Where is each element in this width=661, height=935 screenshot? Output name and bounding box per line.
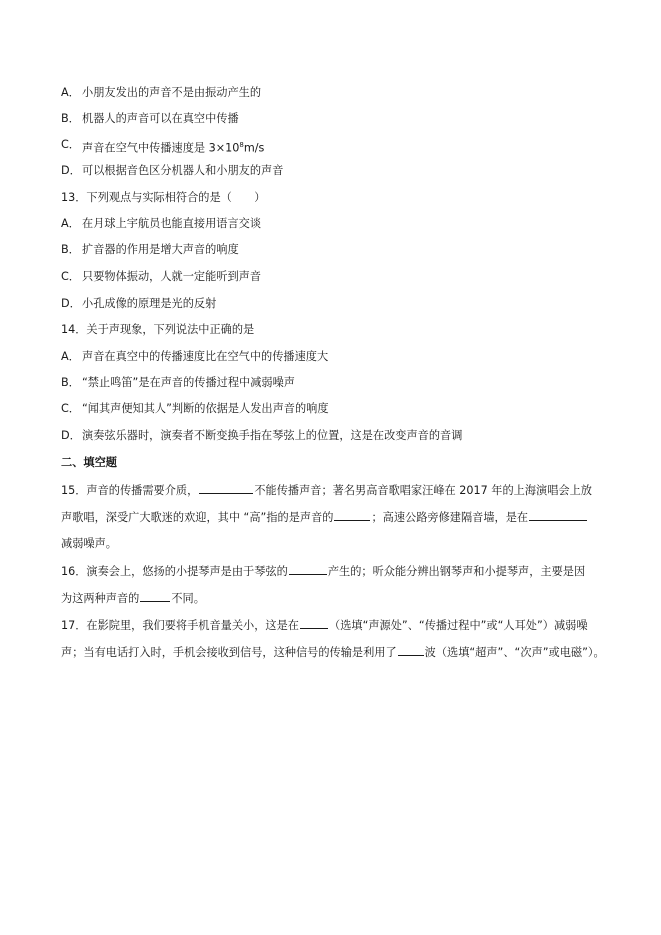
option-letter: C．: [61, 402, 80, 415]
q16-text: 不同。: [171, 592, 205, 605]
q15-line-1: [61, 482, 606, 499]
q16-text: 为这两种声音的: [61, 592, 140, 605]
option-text: 声音在真空中的传播速度比在空气中的传播速度大: [82, 350, 329, 363]
q15-line-2: [61, 509, 606, 526]
q15-text: 15．声音的传播需要介质，: [61, 484, 199, 497]
answer-blank[interactable]: [398, 644, 424, 656]
q17-text: 17．在影院里，我们要将手机音量关小，这是在: [61, 619, 299, 632]
option-text: 小朋友发出的声音不是由振动产生的: [82, 86, 262, 99]
answer-blank[interactable]: [529, 509, 587, 521]
q15-text: ；高速公路旁修建隔音墙，是在: [371, 511, 529, 524]
q16-line-2: [61, 590, 606, 607]
option-text: 机器人的声音可以在真空中传播: [82, 112, 239, 125]
option-letter: D．: [61, 297, 81, 310]
option-letter: C．: [61, 270, 80, 283]
speed-text: 声音在空气中传播速度是 3×10: [82, 141, 240, 155]
q16-text: 16．演奏会上，悠扬的小提琴声是由于琴弦的: [61, 565, 288, 578]
option-letter: B．: [61, 243, 80, 256]
option-text: 小孔成像的原理是光的反射: [82, 297, 217, 310]
answer-blank[interactable]: [289, 563, 327, 575]
q17-text: 声；当有电话打入时，手机会接收到信号，这种信号的传输是利用了: [61, 646, 397, 659]
option-text: 只要物体振动，人就一定能听到声音: [82, 270, 262, 283]
answer-blank[interactable]: [334, 509, 370, 521]
answer-blank[interactable]: [140, 590, 170, 602]
q17-line-2: [61, 644, 606, 661]
answer-blank[interactable]: [300, 617, 328, 629]
option-text: “禁止鸣笛”是在声音的传播过程中减弱噪声: [82, 376, 295, 389]
q15-line-3: 减弱噪声。: [61, 537, 117, 550]
q16-text: 产生的；听众能分辨出钢琴声和小提琴声，主要是因: [327, 565, 586, 578]
option-text: 可以根据音色区分机器人和小朋友的声音: [82, 164, 284, 177]
option-letter: A．: [61, 217, 80, 230]
q13-stem: 13．下列观点与实际相符合的是（ ）: [61, 191, 266, 204]
speed-unit: m/s: [243, 141, 265, 155]
option-letter: A．: [61, 350, 80, 363]
option-text: 扩音器的作用是增大声音的响度: [82, 243, 239, 256]
option-text: “闻其声便知其人”判断的依据是人发出声音的响度: [82, 402, 329, 415]
option-letter: D．: [61, 429, 81, 442]
q14-stem: 14．关于声现象，下列说法中正确的是: [61, 323, 255, 336]
q15-text: 声歌唱，深受广大歌迷的欢迎，其中 “高”指的是声音的: [61, 511, 334, 524]
option-letter: B．: [61, 376, 80, 389]
option-text: [82, 137, 264, 157]
speed-exponent: 8: [239, 141, 244, 149]
section-title: 二、填空题: [61, 456, 117, 469]
q15-text: 不能传播声音；著名男高音歌唱家汪峰在 2017 年的上海演唱会上放: [254, 484, 592, 497]
option-text: 在月球上宇航员也能直接用语言交谈: [82, 217, 262, 230]
option-text: 演奏弦乐器时，演奏者不断变换手指在琴弦上的位置，这是在改变声音的音调: [82, 429, 463, 442]
answer-blank[interactable]: [199, 482, 253, 494]
q17-line-1: [61, 617, 606, 634]
q17-text: （选填“声源处”、“传播过程中”或“人耳处”）减弱噪: [329, 619, 588, 632]
option-letter: C．: [61, 138, 80, 151]
option-letter: D．: [61, 164, 81, 177]
option-letter: B．: [61, 112, 80, 125]
q16-line-1: [61, 563, 606, 580]
option-letter: A．: [61, 86, 80, 99]
q17-text: 波（选填“超声”、“次声”或电磁”）。: [424, 646, 605, 659]
